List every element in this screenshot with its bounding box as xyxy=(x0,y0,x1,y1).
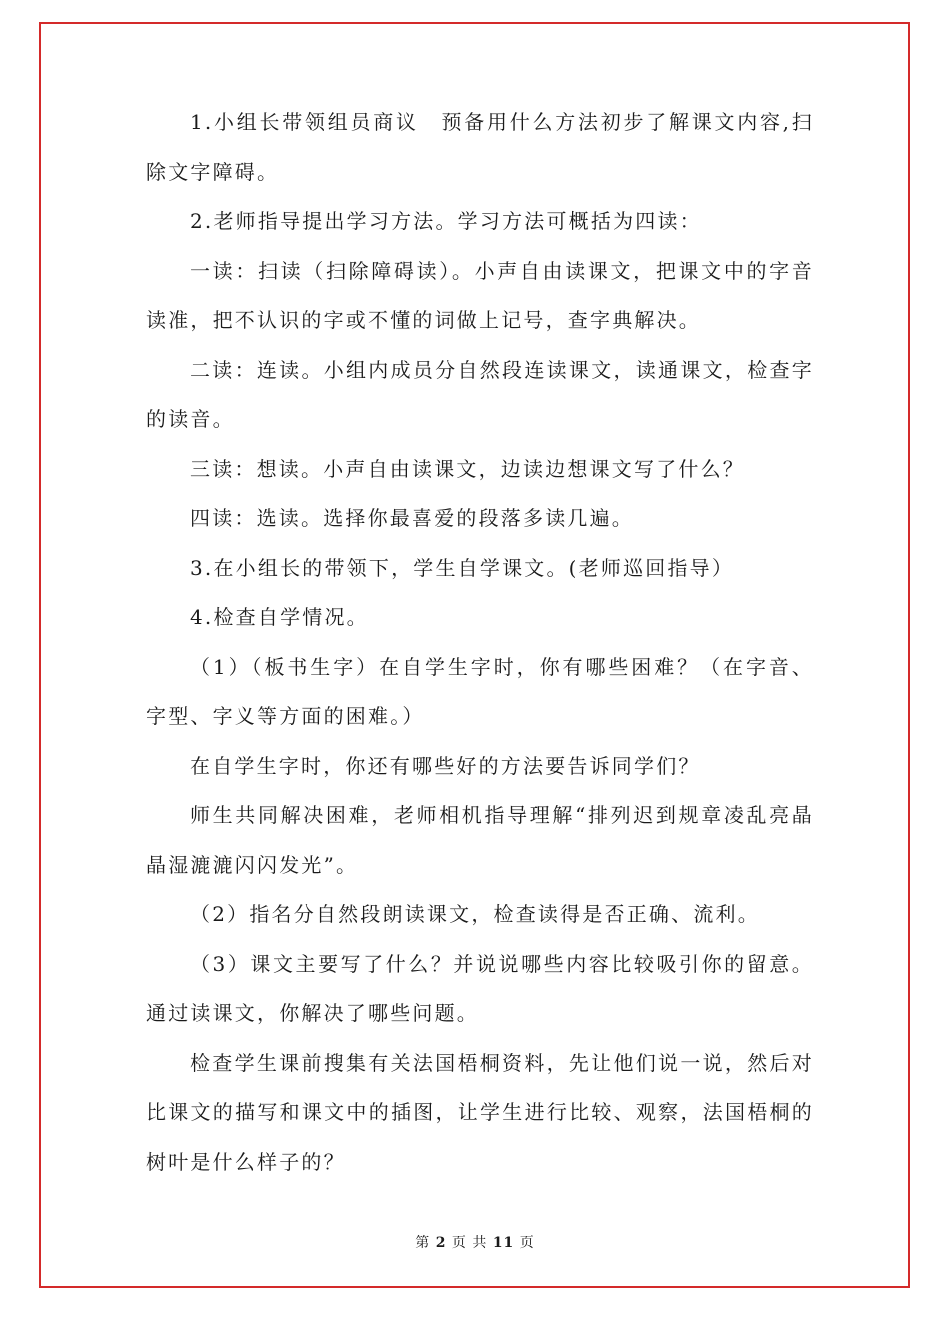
page-footer xyxy=(0,1232,950,1252)
paragraph: 在自学生字时，你还有哪些好的方法要告诉同学们？ xyxy=(190,753,701,778)
paragraph: 三读：想读。小声自由读课文，边读边想课文写了什么？ xyxy=(190,456,745,481)
paragraph: 2.老师指导提出学习方法。学习方法可概括为四读： xyxy=(190,209,702,233)
paragraph: 1.小组长带领组员商议 预备用什么方法初步了解课文内容,扫除文字障碍。 xyxy=(146,110,814,184)
footer-prefix: 第 xyxy=(415,1235,431,1251)
paragraph: 3.在小组长的带领下，学生自学课文。(老师巡回指导） xyxy=(190,555,735,580)
footer-middle: 页 共 xyxy=(451,1235,488,1251)
paragraph: 一读：扫读（扫除障碍读）。小声自由读课文，把课文中的字音读准，把不认识的字或不懂的词做上记号，查字典解决。 xyxy=(146,258,814,332)
paragraph: 师生共同解决困难，老师相机指导理解“排列迟到规章凌乱亮晶晶湿漉漉闪闪发光”。 xyxy=(146,803,814,877)
footer-page-number: 2 xyxy=(435,1235,447,1251)
paragraph: （2）指名分自然段朗读课文，检查读得是否正确、流利。 xyxy=(190,902,760,926)
footer-suffix: 页 xyxy=(519,1235,535,1251)
paragraph: （3）课文主要写了什么？并说说哪些内容比较吸引你的留意。通过读课文，你解决了哪些问题。 xyxy=(146,951,814,1025)
paragraph: （1）（板书生字）在自学生字时，你有哪些困难？（在字音、字型、字义等方面的困难。） xyxy=(146,654,814,728)
footer-total-pages: 11 xyxy=(492,1235,515,1251)
paragraph: 检查学生课前搜集有关法国梧桐资料，先让他们说一说，然后对比课文的描写和课文中的插图，让学生进行比较、观察，法国梧桐的树叶是什么样子的？ xyxy=(146,1050,814,1174)
paragraph: 4.检查自学情况。 xyxy=(190,605,369,629)
paragraph: 二读：连读。小组内成员分自然段连读课文，读通课文，检查字的读音。 xyxy=(146,357,814,431)
document-body xyxy=(146,98,814,1187)
paragraph: 四读：选读。选择你最喜爱的段落多读几遍。 xyxy=(190,506,634,530)
